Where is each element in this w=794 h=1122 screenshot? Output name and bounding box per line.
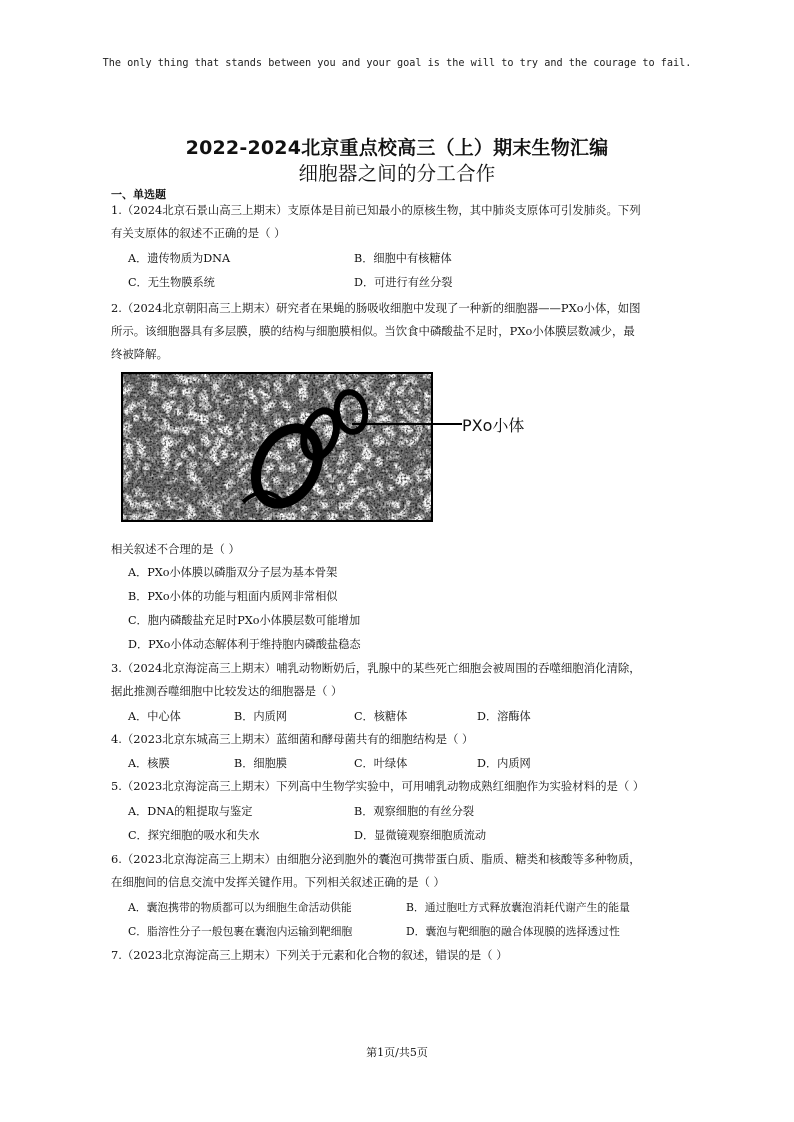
question-7-line1: 7.（2023北京海淀高三上期末）下列关于元素和化合物的叙述，错误的是（ ） <box>111 948 508 962</box>
question-5-option-b: B．观察细胞的有丝分裂 <box>354 805 475 818</box>
question-2-option-a: A．PXo小体膜以磷脂双分子层为基本骨架 <box>128 566 338 579</box>
question-3-option-a: A．中心体 <box>128 710 181 723</box>
question-1-option-d: D．可进行有丝分裂 <box>354 276 453 289</box>
question-5-option-d: D．显微镜观察细胞质流动 <box>354 829 487 842</box>
document-subtitle: 细胞器之间的分工合作 <box>298 162 496 185</box>
question-2-stem <box>111 538 687 561</box>
question-1-option-c: C．无生物膜系统 <box>128 276 215 289</box>
question-4-option-c: C．叶绿体 <box>354 757 408 770</box>
question-4-option-d: D．内质网 <box>477 757 531 770</box>
question-6-line2: 在细胞间的信息交流中发挥关键作用。下列相关叙述正确的是（ ） <box>111 875 445 889</box>
question-5 <box>111 775 687 798</box>
figure-leader-line <box>352 423 462 425</box>
question-2-option-d: D．PXo小体动态解体利于维持胞内磷酸盐稳态 <box>128 638 361 651</box>
question-2-line3: 终被降解。 <box>111 347 168 361</box>
question-3-option-b: B．内质网 <box>234 710 287 723</box>
question-1 <box>111 199 687 245</box>
question-2-option-b: B．PXo小体的功能与粗面内质网非常相似 <box>128 590 338 603</box>
question-2 <box>111 297 687 366</box>
question-4-line1: 4.（2023北京东城高三上期末）蓝细菌和酵母菌共有的细胞结构是（ ） <box>111 732 474 746</box>
question-6 <box>111 848 687 894</box>
question-6-option-c: C．脂溶性分子一般包裹在囊泡内运输到靶细胞 <box>128 925 353 938</box>
question-1-option-a: A．遗传物质为DNA <box>128 252 231 265</box>
question-5-option-c: C．探究细胞的吸水和失水 <box>128 829 260 842</box>
question-2-option-c: C．胞内磷酸盐充足时PXo小体膜层数可能增加 <box>128 614 361 627</box>
question-1-line2: 有关支原体的叙述不正确的是（ ） <box>111 226 286 240</box>
pxo-micrograph <box>121 372 433 522</box>
question-2-stem-text: 相关叙述不合理的是（ ） <box>111 542 240 556</box>
question-6-option-b: B．通过胞吐方式释放囊泡消耗代谢产生的能量 <box>406 901 630 914</box>
question-3 <box>111 657 687 703</box>
question-5-line1: 5.（2023北京海淀高三上期末）下列高中生物学实验中，可用哺乳动物成熟红细胞作为实验材料的是（ ） <box>111 779 645 793</box>
question-3-option-c: C．核糖体 <box>354 710 408 723</box>
question-3-option-d: D．溶酶体 <box>477 710 531 723</box>
question-4 <box>111 728 687 751</box>
question-3-line2: 据此推测吞噬细胞中比较发达的细胞器是（ ） <box>111 684 343 698</box>
section-heading: 一、单选题 <box>111 188 166 201</box>
question-6-option-a: A．囊泡携带的物质都可以为细胞生命活动供能 <box>128 901 352 914</box>
question-1-line1: 1.（2024北京石景山高三上期末）支原体是目前已知最小的原核生物，其中肺炎支原体可引发肺炎。下列 <box>111 203 641 217</box>
question-1-option-b: B．细胞中有核糖体 <box>354 252 452 265</box>
figure-label: PXo小体 <box>462 416 525 435</box>
question-2-line1: 2.（2024北京朝阳高三上期末）研究者在果蝇的肠吸收细胞中发现了一种新的细胞器——PXo小体，如图 <box>111 301 641 315</box>
motto-header: The only thing that stands between you and your goal is the will to try and the courage to fail. <box>102 58 692 69</box>
question-7 <box>111 944 687 967</box>
question-2-line2: 所示。该细胞器具有多层膜，膜的结构与细胞膜相似。当饮食中磷酸盐不足时，PXo小体膜层数减少，最 <box>111 324 635 338</box>
question-6-line1: 6.（2023北京海淀高三上期末）由细胞分泌到胞外的囊泡可携带蛋白质、脂质、糖类和核酸等多种物质， <box>111 852 641 866</box>
question-6-option-d: D．囊泡与靶细胞的融合体现膜的选择透过性 <box>406 925 620 938</box>
question-4-option-b: B．细胞膜 <box>234 757 287 770</box>
micrograph-image <box>123 374 431 520</box>
page-footer: 第1页/共5页 <box>366 1046 428 1059</box>
question-5-option-a: A．DNA的粗提取与鉴定 <box>128 805 253 818</box>
document-title: 2022-2024北京重点校高三（上）期末生物汇编 <box>185 137 609 159</box>
question-3-line1: 3.（2024北京海淀高三上期末）哺乳动物断奶后，乳腺中的某些死亡细胞会被周围的吞噬细胞消化清除， <box>111 661 641 675</box>
question-4-option-a: A．核膜 <box>128 757 170 770</box>
